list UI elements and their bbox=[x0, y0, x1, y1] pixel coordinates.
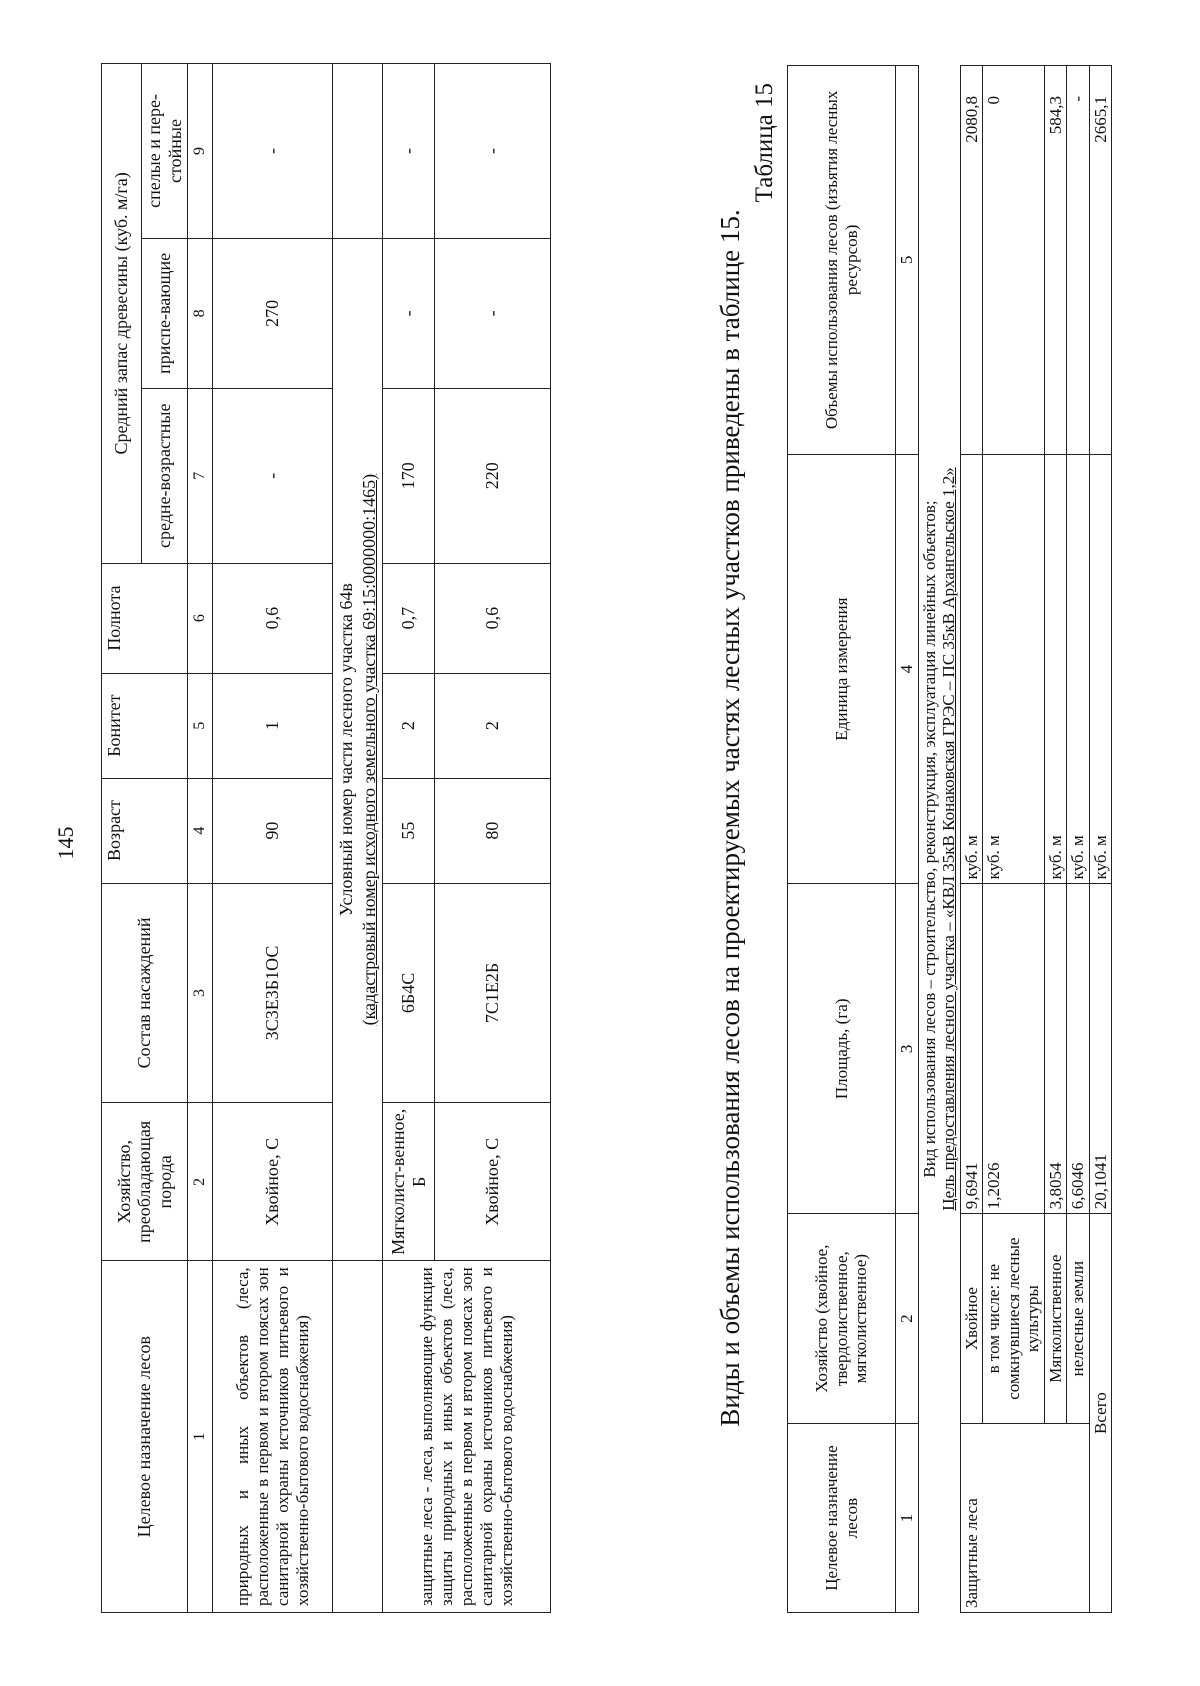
unit-cell: куб. м bbox=[1067, 454, 1090, 884]
farm-cell: Мягколиственное bbox=[1044, 1214, 1067, 1424]
bonitet-cell: 2 bbox=[435, 673, 551, 778]
area-cell: 6,6046 bbox=[1067, 884, 1090, 1214]
stock-over-cell: - bbox=[213, 64, 333, 239]
bonitet-cell: 2 bbox=[383, 673, 435, 778]
column-number: 4 bbox=[896, 454, 919, 884]
header-purpose: Целевое назначение лесов bbox=[102, 1261, 188, 1613]
table-row bbox=[1044, 66, 1067, 1613]
density-cell: 0,6 bbox=[213, 563, 333, 673]
area-cell: 3,8054 bbox=[1044, 884, 1067, 1214]
column-number: 1 bbox=[188, 1261, 213, 1613]
density-cell: 0,7 bbox=[383, 563, 435, 673]
age-cell: 80 bbox=[435, 778, 551, 883]
stock-over-cell: - bbox=[435, 64, 551, 239]
rotated-page bbox=[35, 43, 1165, 1643]
column-number: 9 bbox=[188, 64, 213, 239]
column-number: 7 bbox=[188, 388, 213, 563]
page-number: 145 bbox=[53, 826, 78, 860]
stock-mid-cell: - bbox=[213, 388, 333, 563]
header-area: Площадь, (га) bbox=[788, 884, 896, 1214]
composition-cell: 7С1Е2Б bbox=[435, 883, 551, 1103]
unit-cell: куб. м bbox=[960, 454, 983, 884]
header-age: Возраст bbox=[102, 778, 188, 883]
stock-pre-cell: 270 bbox=[213, 238, 333, 388]
column-number: 1 bbox=[896, 1424, 919, 1613]
age-cell: 90 bbox=[213, 778, 333, 883]
protective-forests-cell: Защитные леса bbox=[960, 1424, 1089, 1613]
header-farm: Хозяйство, преобладающая порода bbox=[102, 1103, 188, 1261]
unit-cell: куб. м bbox=[1044, 454, 1067, 884]
unit-cell: куб. м bbox=[1089, 454, 1112, 884]
column-number: 3 bbox=[188, 883, 213, 1103]
farm-cell: Хвойное bbox=[960, 1214, 983, 1424]
density-cell: 0,6 bbox=[435, 563, 551, 673]
column-number: 6 bbox=[188, 563, 213, 673]
table-row bbox=[213, 64, 333, 1613]
volume-cell: 2080,8 bbox=[960, 66, 983, 455]
header-stock-over: спелые и пере-стойные bbox=[142, 64, 188, 239]
column-number: 8 bbox=[188, 238, 213, 388]
volume-cell: 0 bbox=[983, 66, 1045, 455]
purpose-cell: природных и иных объектов (леса, расположенные в первом и втором поясах зон санитарной охраны источников питьевого и хозяйственно-бытового водоснабжения) bbox=[213, 1261, 333, 1613]
area-cell: 9,6941 bbox=[960, 884, 983, 1214]
header-unit: Единица измерения bbox=[788, 454, 896, 884]
header-stock: Средний запас древесины (куб. м/га) bbox=[102, 64, 142, 564]
header-density: Полнота bbox=[102, 563, 188, 673]
volume-cell: 584,3 bbox=[1044, 66, 1067, 455]
composition-cell: 6Б4С bbox=[383, 883, 435, 1103]
plot-number-cell bbox=[333, 238, 383, 1260]
volume-cell: - bbox=[1067, 66, 1090, 455]
farm-cell: Мягколист-венное, Б bbox=[383, 1103, 435, 1261]
composition-cell: 3С3Е3Б1ОС bbox=[213, 883, 333, 1103]
stock-pre-cell: - bbox=[383, 238, 435, 388]
table-row bbox=[983, 66, 1045, 1613]
bonitet-cell: 1 bbox=[213, 673, 333, 778]
header-stock-pre: приспе-вающие bbox=[142, 238, 188, 388]
column-number: 2 bbox=[188, 1103, 213, 1261]
table-row bbox=[960, 66, 983, 1613]
farm-cell: в том числе: не сомкнувшиеся лесные культуры bbox=[983, 1214, 1045, 1424]
stock-mid-cell: 220 bbox=[435, 388, 551, 563]
unit-cell: куб. м bbox=[983, 454, 1045, 884]
blank-cell bbox=[333, 64, 383, 239]
column-number-row bbox=[188, 64, 213, 1613]
cadastral-number-line: (кадастровый номер исходного земельного участка 69:15:0000000:1465) bbox=[358, 473, 379, 1026]
header-volume: Объемы использования лесов (изъятия лесных ресурсов) bbox=[788, 66, 896, 455]
forest-use-table bbox=[787, 65, 1112, 1613]
table-label: Таблица 15 bbox=[751, 83, 778, 203]
plot-number-line: Условный номер части лесного участка 64в bbox=[336, 583, 357, 917]
age-cell: 55 bbox=[383, 778, 435, 883]
column-number-row bbox=[896, 66, 919, 1613]
column-number: 4 bbox=[188, 778, 213, 883]
section-heading: Виды и объемы использования лесов на проектируемых частях лесных участков приведены в таблице 15. bbox=[715, 209, 745, 1427]
purpose-line: Цель предоставления лесного участка – «КВЛ 35кВ Конаковская ГРЭС – ПС 35кВ Архангельское 1,2» bbox=[939, 467, 959, 1211]
info-row bbox=[918, 66, 960, 1613]
header-purpose: Целевое назначение лесов bbox=[788, 1424, 896, 1613]
column-number: 2 bbox=[896, 1214, 919, 1424]
use-type-line: Вид использования лесов – строительство, реконструкция, эксплуатация линейных объектов; bbox=[919, 500, 939, 1178]
farm-cell: Хвойное, С bbox=[213, 1103, 333, 1261]
stock-pre-cell: - bbox=[435, 238, 551, 388]
farm-cell: Хвойное, С bbox=[435, 1103, 551, 1261]
header-bonitet: Бонитет bbox=[102, 673, 188, 778]
header-stock-mid: средне-возрастные bbox=[142, 388, 188, 563]
purpose-cell: защитные леса - леса, выполняющие функции защиты природных и иных объектов (леса, расположенные в первом и втором поясах зон санитарной охраны источников питьевого и хозяйственно-бытового водоснабжения) bbox=[383, 1261, 551, 1613]
header-composition: Состав насаждений bbox=[102, 883, 188, 1103]
column-number: 3 bbox=[896, 884, 919, 1214]
stock-mid-cell: 170 bbox=[383, 388, 435, 563]
farm-cell: нелесные земли bbox=[1067, 1214, 1090, 1424]
blank-cell bbox=[333, 1261, 383, 1613]
total-label: Всего bbox=[1089, 1214, 1112, 1613]
table-row bbox=[1067, 66, 1090, 1613]
forest-stands-table bbox=[101, 63, 551, 1613]
table-row bbox=[333, 64, 383, 1613]
area-cell: 20,1041 bbox=[1089, 884, 1112, 1214]
table-row bbox=[383, 64, 435, 1613]
volume-cell: 2665,1 bbox=[1089, 66, 1112, 455]
stock-over-cell: - bbox=[383, 64, 435, 239]
column-number: 5 bbox=[188, 673, 213, 778]
column-number: 5 bbox=[896, 66, 919, 455]
area-cell: 1,2026 bbox=[983, 884, 1045, 1214]
info-cell bbox=[918, 66, 960, 1613]
header-farm: Хозяйство (хвойное, твердолиственное, мягколиственное) bbox=[788, 1214, 896, 1424]
total-row bbox=[1089, 66, 1112, 1613]
